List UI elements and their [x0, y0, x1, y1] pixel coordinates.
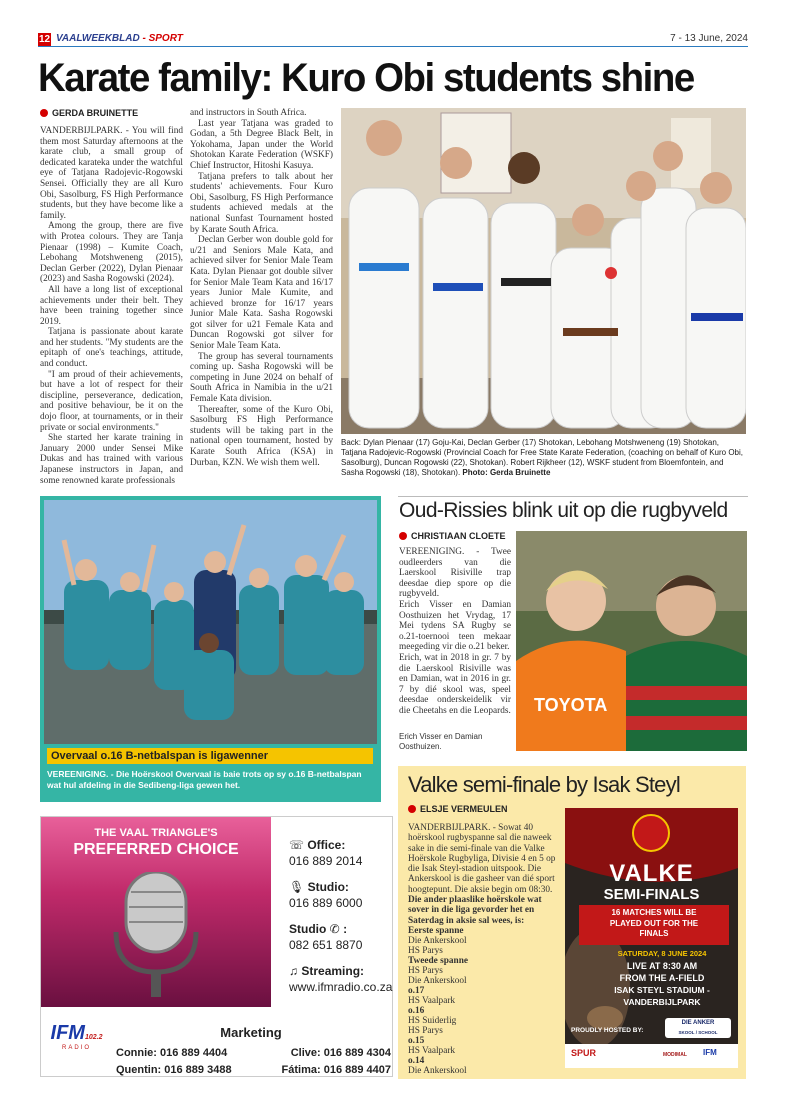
valke-list-item: Die Ankerskool — [408, 1065, 467, 1076]
streaming-label: Streaming: — [301, 964, 365, 978]
office-contact — [289, 837, 392, 853]
marketing-contact: Connie: 016 889 4404 — [116, 1047, 228, 1059]
valke-intro: VANDERBIJLPARK. - Sowat 40 hoërskool rugbyspanne sal die naweek sake in die semi-finale van die Valke Hoërskole Rugbyliga, Divisie 4 en 5 op die Isak Steyl-stadion uitspook. Die Ankerskool is die gasheer van dié sport hoogtepunt. Die aksie begin om 08:30. — [408, 823, 556, 895]
ad-contacts — [289, 837, 392, 995]
host-logo — [665, 1018, 731, 1038]
logo-text: IFM — [50, 1022, 85, 1044]
office-label: Office: — [307, 838, 346, 852]
marketing-contact: Clive: 016 889 4304 — [290, 1047, 391, 1059]
rugby-byline — [399, 531, 506, 541]
valke-list-item: o.14 — [408, 1055, 425, 1066]
sponsor-modimal-logo: MODIMAL — [663, 1052, 687, 1058]
poster-line: PLAYED OUT FOR THE — [609, 918, 699, 928]
whatsapp-icon: ✆ — [329, 922, 340, 936]
poster-venue: ISAK STEYL STADIUM - — [614, 985, 710, 995]
valke-list-item: HS Parys — [408, 945, 443, 956]
ad-hero-panel — [41, 817, 271, 1007]
poster-line: 16 MATCHES WILL BE — [611, 908, 697, 917]
paragraph: VANDERBIJLPARK. - You will find them most Saturday afternoons at the karate club, a small group of dedicated karateka under the watchful eye of Tatjana Radojevic-Rogowski Sensei. Officially they are all Kuro Obi, Sasolburg, FS High Performance students, but they have become like a family. — [40, 126, 183, 221]
ifm-radio-advert — [40, 816, 393, 1077]
paragraph: Tatjana is passionate about karate and her students. "My students are the epitaph of one's teachings, attitude, and conduct. — [40, 327, 183, 370]
paragraph: Tatjana prefers to talk about her students' achievements. Four Kuro Obi, Sasolburg, FS High Performance students achieved medals at the national Sunfast Tournament hosted by Karate South Africa. — [190, 171, 333, 235]
publication-title: VAALWEEKBLAD — [56, 33, 140, 44]
karate-headline: Karate family: Kuro Obi students shine — [38, 56, 694, 100]
marketing-contact: Fátima: 016 889 4407 — [281, 1064, 391, 1076]
streaming-contact — [289, 963, 392, 979]
byline-dot-icon — [408, 805, 416, 813]
valke-list-item: Tweede spanne — [408, 955, 469, 966]
whatsapp-contact: Studio ✆ : — [289, 922, 348, 936]
microphone-small-icon: 🎙 — [289, 880, 308, 894]
paragraph: Last year Tatjana was graded to Godan, a 5th Degree Black Belt, in Yokohama, Japan under the World Shotokan Karate Federation (WSKF) Chief Instructor, Hitoshi Kasuya. — [190, 118, 333, 171]
microphone-icon — [91, 872, 221, 1007]
valke-list-item: o.17 — [408, 985, 425, 996]
paragraph: Erich Visser en Damian Oosthuizen het Vrydag, 17 Mei tydens SA Rugby se o.21-toernooi teen mekaar meegeding vir die o.21 beker. — [399, 599, 511, 653]
rugby-body — [399, 547, 511, 717]
sponsor-ifm-logo: IFM — [703, 1048, 717, 1057]
byline-name: CHRISTIAAN CLOETE — [411, 531, 506, 541]
host-name: DIE ANKER — [681, 1020, 715, 1026]
page-header — [38, 33, 748, 47]
paragraph: Thereafter, some of the Kuro Obi, Sasolburg FS High Performance students will be taking part in the national open tournament, hosted by Karate South Africa (KSA) in Durban, KZN. We wish them well. — [190, 404, 333, 468]
valke-list-item: HS Parys — [408, 965, 443, 976]
valke-list-item: HS Vaalpark — [408, 995, 456, 1006]
valke-intro-bold: Die ander plaaslike hoërskole wat sover in die liga gevorder het en Saterdag in aksie sal wees, is: — [408, 895, 542, 926]
paragraph: She started her karate training in January 2000 under Sensei Mike Dukas and has trained with various Japanese instructors in Japan, and some renowned karate professionals — [40, 433, 183, 484]
valke-byline — [408, 804, 508, 814]
caption-text: Back: Dylan Pienaar (17) Goju-Kai, Declan Gerber (17) Shotokan, Lebohang Motshweneng (19) Shotokan, Tatjana Radojevic-Rogowski (Provincial Coach for Free State Karate Federation, (coaching on behalf of Kuro Obi, Sasolburg), Duncan Rogowski (22), Shotokan). Robert Rijkheer (12), WSKF student from Bloemfontein, and Sasha Rogowski (18), Shotokan). — [341, 438, 743, 477]
phone-icon: ☏ — [289, 838, 308, 852]
office-number: 016 889 2014 — [289, 854, 363, 868]
jersey-sponsor-text: TOYOTA — [534, 695, 608, 715]
rugby-photo-illustration — [516, 531, 747, 751]
streaming-url[interactable]: www.ifmradio.co.za — [289, 980, 393, 994]
paragraph: and instructors in South Africa. — [190, 108, 307, 118]
karate-byline — [40, 108, 138, 118]
paragraph: The group has several tournaments coming up. Sasha Rogowski will be competing in June 2024 on behalf of South Africa in Namibia in the u/21 Female Kata division. — [190, 351, 333, 405]
studio2-number: 082 651 8870 — [289, 938, 363, 952]
rugby-divider — [398, 496, 748, 497]
valke-list-item: Die Ankerskool — [408, 935, 467, 946]
karate-column-2 — [190, 108, 333, 484]
publication-name — [56, 33, 183, 44]
rugby-players-photo — [516, 531, 747, 751]
studio-label: Studio: — [307, 880, 349, 894]
poster-time: LIVE AT 8:30 AM — [626, 961, 698, 971]
ad-banner-line2: PREFERRED CHOICE — [73, 841, 239, 858]
paragraph: VEREENIGING. - Twee oudleerders van die Laerskool Risiville trap deesdae diep spore op die rugbyveld. — [399, 547, 511, 600]
valke-headline: Valke semi-finale by Isak Steyl — [408, 772, 680, 797]
valke-team-list — [408, 926, 558, 1076]
paragraph: "I am proud of their achievements, but have a lot of respect for their discipline, perseverance, dedication, and positive behaviour, be it on the dojo floor, at tournaments, or in their private or social environments." — [40, 369, 183, 433]
valke-list-item: HS Suiderlig — [408, 1015, 457, 1026]
paragraph: All have a long list of exceptional achievements under their belt. They have been training together since 2019. — [40, 284, 183, 327]
rugby-headline: Oud-Rissies blink uit op die rugbyveld — [399, 499, 728, 522]
karate-team-photo — [341, 108, 746, 434]
ifm-logo — [41, 1022, 112, 1068]
valke-body — [408, 823, 558, 1076]
poster-subtitle: SEMI-FINALS — [603, 886, 700, 903]
host-sub: SKOOL / SCHOOL — [678, 1030, 718, 1035]
poster-hosted-label: PROUDLY HOSTED BY: — [571, 1027, 644, 1034]
valke-list-item: o.16 — [408, 1005, 425, 1016]
valke-poster — [565, 808, 738, 1068]
paragraph: Declan Gerber won double gold for u/21 and Seniors Male Kata, and achieved silver for Senior Male Team Kata. Dylan Pienaar got double silver for Senior Male Team Kata and 16/17 years Junior Male Kumite, and achieved bronze for 16/17 years Junior Male Kata. Sasha Rogowski got silver for u21 Female Kata and Duncan Rogowski got silver for Senior Male Team Kata. — [190, 235, 333, 352]
poster-venue: FROM THE A-FIELD — [619, 973, 705, 983]
studio-contact — [289, 879, 392, 895]
page-number: 12 — [38, 34, 51, 45]
poster-details — [587, 948, 737, 1008]
byline-name: GERDA BRUINETTE — [52, 108, 139, 118]
rugby-photo-caption: Erich Visser en Damian Oosthuizen. — [399, 732, 483, 751]
logo-frequency: 102.2 — [84, 1034, 103, 1041]
valke-list-item: HS Parys — [408, 1025, 443, 1036]
byline-dot-icon — [40, 109, 48, 117]
karate-column-1 — [40, 126, 183, 484]
valke-list-item: o.15 — [408, 1035, 425, 1046]
byline-dot-icon — [399, 532, 407, 540]
netball-photo-illustration — [44, 500, 377, 744]
karate-photo-caption — [341, 438, 746, 478]
poster-matches-banner — [579, 905, 729, 945]
valke-list-item: Die Ankerskool — [408, 975, 467, 986]
issue-date: 7 - 13 June, 2024 — [670, 33, 748, 44]
karate-photo-illustration — [341, 108, 746, 434]
photo-credit: Photo: Gerda Bruinette — [462, 468, 551, 477]
netball-caption-title: Overvaal o.16 B-netbalspan is ligawenner — [47, 748, 373, 764]
netball-caption-text: VEREENIGING. - Die Hoërskool Overvaal is baie trots op sy o.16 B-netbalspan wat hul afdeling in die Sedibeng-liga gewen het. — [47, 769, 362, 790]
poster-line: FINALS — [639, 929, 669, 938]
poster-venue: VANDERBIJLPARK — [623, 997, 701, 1007]
poster-date: SATURDAY, 8 JUNE 2024 — [617, 949, 707, 958]
netball-team-photo — [44, 500, 377, 744]
byline-name: ELSJE VERMEULEN — [420, 804, 508, 814]
section-name: - SPORT — [142, 33, 183, 44]
headphones-icon: ♫ — [289, 964, 302, 978]
marketing-contact: Quentin: 016 889 3488 — [116, 1064, 232, 1076]
ad-banner-line1: THE VAAL TRIANGLE'S — [94, 827, 218, 839]
marketing-contacts — [116, 1045, 391, 1079]
studio2-label: Studio — [289, 922, 327, 936]
valke-list-item: HS Vaalpark — [408, 1045, 456, 1056]
marketing-heading: Marketing — [220, 1025, 282, 1040]
paragraph: Erich, wat in 2018 in gr. 7 by die Laerskool Risiville was en Damian, wat in 2016 in gr. 7 by dié skool was, speel deesdae onderskeidelik vir die Cheetahs en die Leopards. — [399, 652, 511, 716]
valke-list-item: Eerste spanne — [408, 925, 464, 936]
studio-number: 016 889 6000 — [289, 896, 363, 910]
poster-title: VALKE — [609, 860, 694, 887]
paragraph: Among the group, there are five with Protea colours. They are Tanja Pienaar (1998) – Kumite Coach, Lebohang Motshweneng (2015), Declan Gerber (2022), Dylan Pienaar (2023) and Sasha Rogowski (2024). — [40, 221, 183, 285]
sponsor-spur-logo: SPUR — [571, 1048, 597, 1058]
logo-subtext: RADIO — [61, 1045, 91, 1051]
